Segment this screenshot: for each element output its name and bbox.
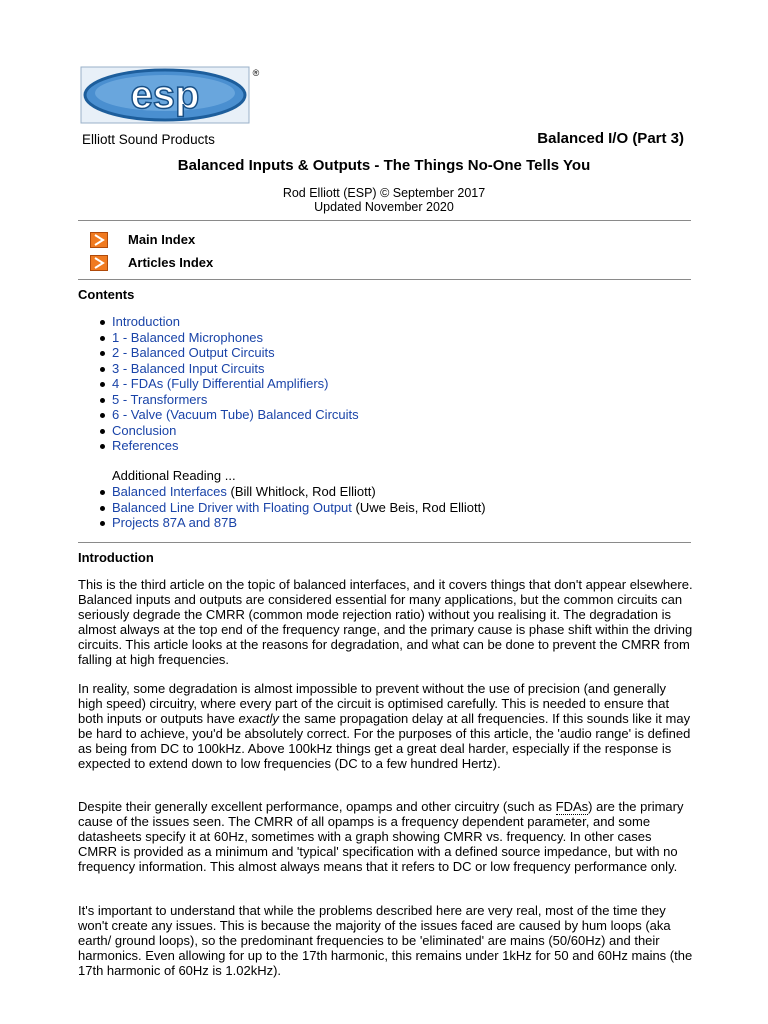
list-item: [94, 345, 359, 361]
toc-link[interactable]: 5 - Transformers: [112, 391, 208, 407]
list-item: [94, 438, 359, 454]
registered-mark: ®: [252, 68, 260, 78]
toc-link[interactable]: 3 - Balanced Input Circuits: [112, 360, 265, 376]
site-name: Elliott Sound Products: [82, 132, 215, 147]
text-run: In reality, some degradation is almost impossible to prevent without the use of precision (and generally high speed) circuitry, where every part of the circuit is optimised carefully. This is needed to ensure that both inputs or outputs have: [78, 681, 670, 726]
reading-link[interactable]: Balanced Line Driver with Floating Output: [112, 499, 352, 515]
text-run: ) are the primary cause of the issues seen. The CMRR of all opamps is a frequency dependent parameter, and some datasheets specify it at 60Hz, sometimes with a graph showing CMRR vs. frequency. In other cases CMRR is provided as a minimum and 'typical' specification with a defined source impedance, but with no frequency information. This almost always means that it refers to DC or low frequency performance only.: [78, 799, 684, 874]
paragraph: [78, 799, 694, 874]
nav-label[interactable]: Articles Index: [128, 255, 214, 270]
nav-articles-index[interactable]: [90, 254, 214, 272]
text-run: Despite their generally excellent performance, opamps and other circuitry (such as: [78, 799, 556, 814]
contents-heading: Contents: [78, 287, 135, 302]
toc-link[interactable]: 2 - Balanced Output Circuits: [112, 345, 275, 360]
list-item: [94, 330, 359, 346]
contents-list: [94, 314, 359, 454]
list-item: [94, 376, 359, 392]
reading-link[interactable]: Balanced Interfaces: [112, 484, 227, 499]
list-item: [94, 392, 359, 408]
list-item: [94, 500, 486, 516]
logo-text: esp: [130, 73, 200, 117]
arrow-right-icon: [90, 232, 108, 248]
divider: [78, 279, 691, 280]
paragraph: [78, 681, 694, 771]
page-title: Balanced Inputs & Outputs - The Things No-One Tells You: [177, 157, 591, 174]
fda-abbreviation[interactable]: FDAs: [555, 799, 589, 814]
nav-label[interactable]: Main Index: [128, 232, 196, 247]
list-item: [94, 423, 359, 439]
reading-authors: (Bill Whitlock, Rod Elliott): [226, 484, 376, 499]
reading-authors: (Uwe Beis, Rod Elliott): [351, 499, 486, 515]
section-heading: Introduction: [78, 550, 154, 565]
toc-link[interactable]: 6 - Valve (Vacuum Tube) Balanced Circuits: [112, 407, 359, 422]
byline: [0, 186, 768, 214]
list-item: [94, 407, 359, 423]
toc-link[interactable]: 4 - FDAs (Fully Differential Amplifiers): [112, 376, 329, 391]
paragraph: This is the third article on the topic of balanced interfaces, and it covers things that don't appear elsewhere. Balanced inputs and outputs are considered essential for many applications, but the common circuits can seriously degrade the CMRR (common mode rejection ratio) without you realising it. The degradation is almost always at the top end of the frequency range, and the primary cause is phase shift within the driving circuits. This article looks at the reasons for degradation, and what can be done to prevent the CMRR from falling at high frequencies.: [78, 577, 693, 667]
arrow-right-icon: [90, 255, 108, 271]
list-item: [94, 314, 359, 330]
toc-link[interactable]: References: [112, 438, 179, 453]
updated-date: Updated November 2020: [314, 200, 454, 214]
author-date: Rod Elliott (ESP) © September 2017: [282, 186, 486, 200]
toc-link[interactable]: Conclusion: [112, 422, 177, 438]
paragraph: It's important to understand that while the problems described here are very real, most of the time they won't create any issues. This is because the majority of the issues faced are caused by hum loops (aka earth/ ground loops), so the predominant frequencies to be 'eliminated' are mains (50/60Hz) and their harmonics. Even allowing for up to the 17th harmonic, this remains under 1kHz for 50 and 60Hz mains (the 17th harmonic of 60Hz is 1.02kHz).: [78, 903, 693, 978]
toc-link[interactable]: Introduction: [112, 314, 180, 329]
additional-reading-heading: Additional Reading ...: [112, 468, 236, 483]
text-run: the same propagation delay at all frequencies. If this sounds like it may be hard to achieve, you'd be absolutely correct. For the purposes of this article, the 'audio range' is defined as being from DC to 100kHz. Above 100kHz things get a great deal harder, especially if the response is expected to extend down to low frequencies (DC to a few hundred Hertz).: [78, 711, 691, 771]
list-item: [94, 484, 486, 500]
divider: [78, 220, 691, 221]
nav-main-index[interactable]: [90, 231, 196, 249]
additional-reading-list: [94, 484, 486, 531]
toc-link[interactable]: 1 - Balanced Microphones: [112, 329, 264, 345]
emphasis: exactly: [238, 711, 279, 726]
list-item: [94, 361, 359, 377]
divider: [78, 542, 691, 543]
reading-link[interactable]: Projects 87A and 87B: [112, 515, 238, 530]
esp-logo[interactable]: [80, 66, 264, 124]
list-item: [94, 515, 486, 531]
doc-title: Balanced I/O (Part 3): [537, 130, 684, 147]
